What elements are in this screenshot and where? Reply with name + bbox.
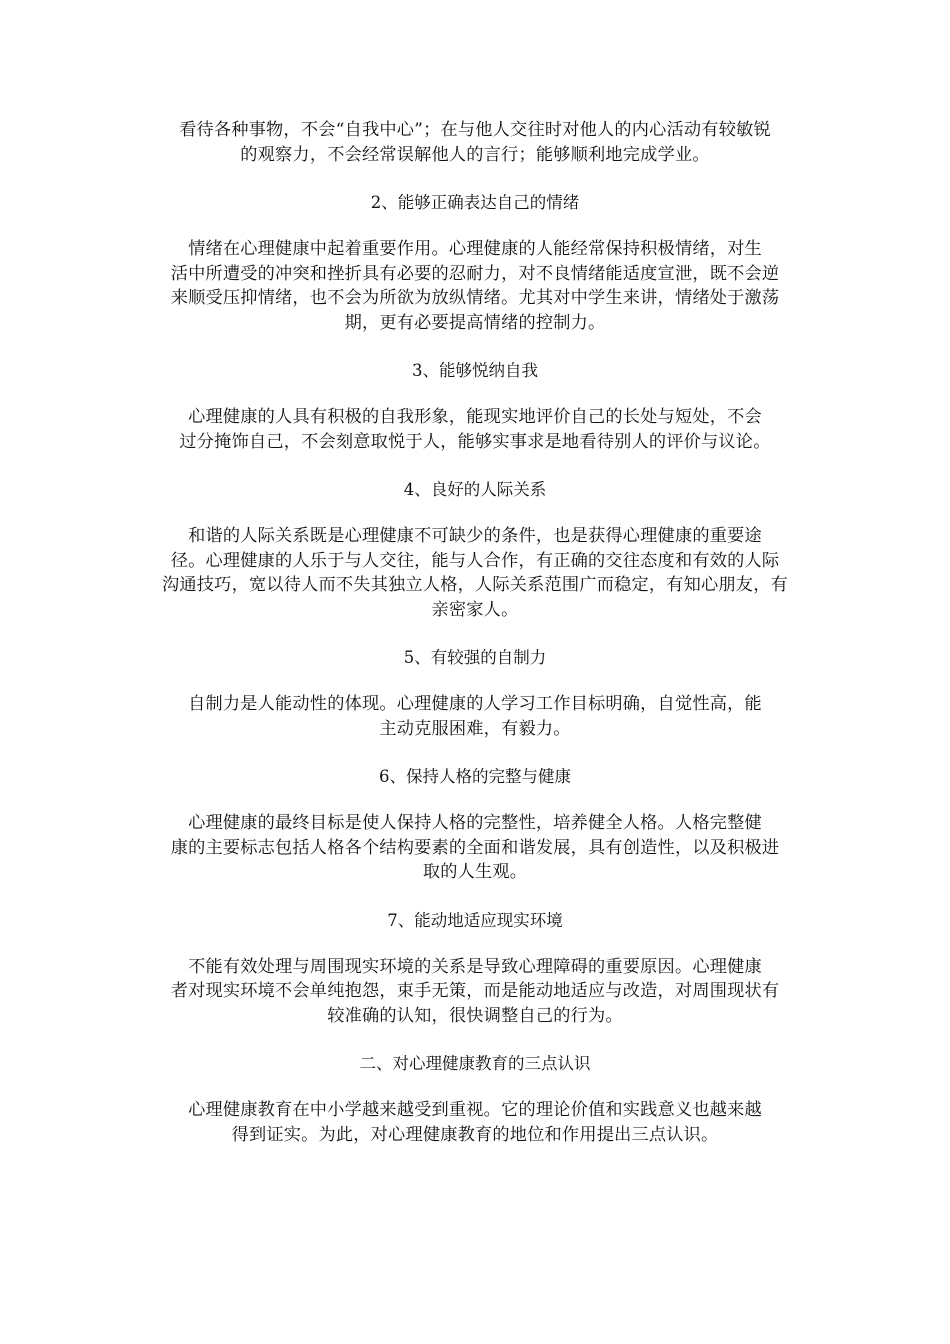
- block-spacer: [140, 215, 810, 237]
- block-spacer: [140, 622, 810, 646]
- paragraph-line: 情绪在心理健康中起着重要作用。心理健康的人能经常保持积极情绪，对生: [188, 239, 762, 259]
- paragraph: [140, 237, 810, 335]
- paragraph-line: 不能有效处理与周围现实环境的关系是导致心理障碍的重要原因。心理健康: [188, 956, 762, 977]
- section-heading: 3、能够悦纳自我: [412, 361, 538, 380]
- paragraph-line: 和谐的人际关系既是心理健康不可缺少的条件，也是获得心理健康的重要途: [188, 526, 762, 546]
- paragraph-line: 沟通技巧，宽以待人而不失其独立人格，人际关系范围广而稳定，有知心朋友，有: [162, 575, 788, 595]
- paragraph-line: 期，更有必要提高情绪的控制力。: [344, 312, 606, 333]
- block-spacer: [140, 454, 810, 478]
- block-spacer: [140, 383, 810, 405]
- paragraph: [140, 692, 810, 741]
- paragraph-line: 径。心理健康的人乐于与人交往，能与人合作，有正确的交往态度和有效的人际: [170, 550, 780, 571]
- paragraph-line: 主动克服困难，有毅力。: [379, 718, 571, 739]
- paragraph-line: 自制力是人能动性的体现。心理健康的人学习工作目标明确，自觉性高，能: [188, 694, 762, 714]
- paragraph-line: 心理健康的最终目标是使人保持人格的完整性，培养健全人格。人格完整健: [188, 813, 762, 833]
- paragraph-line: 活中所遭受的冲突和挫折具有必要的忍耐力，对不良情绪能适度宣泄，既不会逆: [170, 263, 780, 284]
- section-heading: 7、能动地适应现实环境: [387, 910, 563, 930]
- block-spacer: [140, 741, 810, 765]
- paragraph-line: 来顺受压抑情绪，也不会为所欲为放纵情绪。尤其对中学生来讲，情绪处于激荡: [170, 288, 780, 308]
- block-spacer: [140, 335, 810, 359]
- block-spacer: [140, 933, 810, 955]
- paragraph: [140, 955, 810, 1029]
- paragraph-line: 看待各种事物，不会“自我中心”；在与他人交往时对他人的内心活动有较敏锐: [179, 120, 771, 140]
- section-heading: 二、对心理健康教育的三点认识: [359, 1054, 591, 1073]
- paragraph-line: 者对现实环境不会单纯抱怨，束手无策，而是能动地适应与改造，对周围现状有: [170, 981, 780, 1001]
- document-body: [140, 118, 810, 1147]
- block-spacer: [140, 167, 810, 191]
- paragraph-line: 心理健康的人具有积极的自我形象，能现实地评价自己的长处与短处，不会: [188, 407, 762, 427]
- block-spacer: [140, 1076, 810, 1098]
- paragraph-line: 亲密家人。: [431, 599, 519, 620]
- paragraph-line: 取的人生观。: [422, 862, 528, 882]
- paragraph: [140, 811, 810, 885]
- paragraph-line: 较准确的认知，很快调整自己的行为。: [327, 1005, 623, 1026]
- block-spacer: [140, 789, 810, 811]
- section-heading: 2、能够正确表达自己的情绪: [370, 193, 580, 212]
- section-heading: 5、有较强的自制力: [403, 648, 547, 667]
- paragraph-line: 康的主要标志包括人格各个结构要素的全面和谐发展，具有创造性，以及积极进: [170, 837, 780, 858]
- paragraph: [140, 118, 810, 167]
- paragraph-line: 的观察力，不会经常误解他人的言行；能够顺利地完成学业。: [240, 144, 710, 165]
- block-spacer: [140, 502, 810, 524]
- section-heading: 6、保持人格的完整与健康: [379, 767, 571, 786]
- block-spacer: [140, 885, 810, 909]
- paragraph-line: 过分掩饰自己，不会刻意取悦于人，能够实事求是地看待别人的评价与议论。: [179, 431, 771, 452]
- paragraph-line: 心理健康教育在中小学越来越受到重视。它的理论价值和实践意义也越来越: [188, 1100, 762, 1120]
- paragraph: [140, 405, 810, 454]
- section-heading: 4、良好的人际关系: [403, 480, 547, 499]
- block-spacer: [140, 670, 810, 692]
- paragraph: [140, 524, 810, 622]
- paragraph: [140, 1098, 810, 1147]
- block-spacer: [140, 1028, 810, 1052]
- paragraph-line: 得到证实。为此，对心理健康教育的地位和作用提出三点认识。: [231, 1124, 719, 1145]
